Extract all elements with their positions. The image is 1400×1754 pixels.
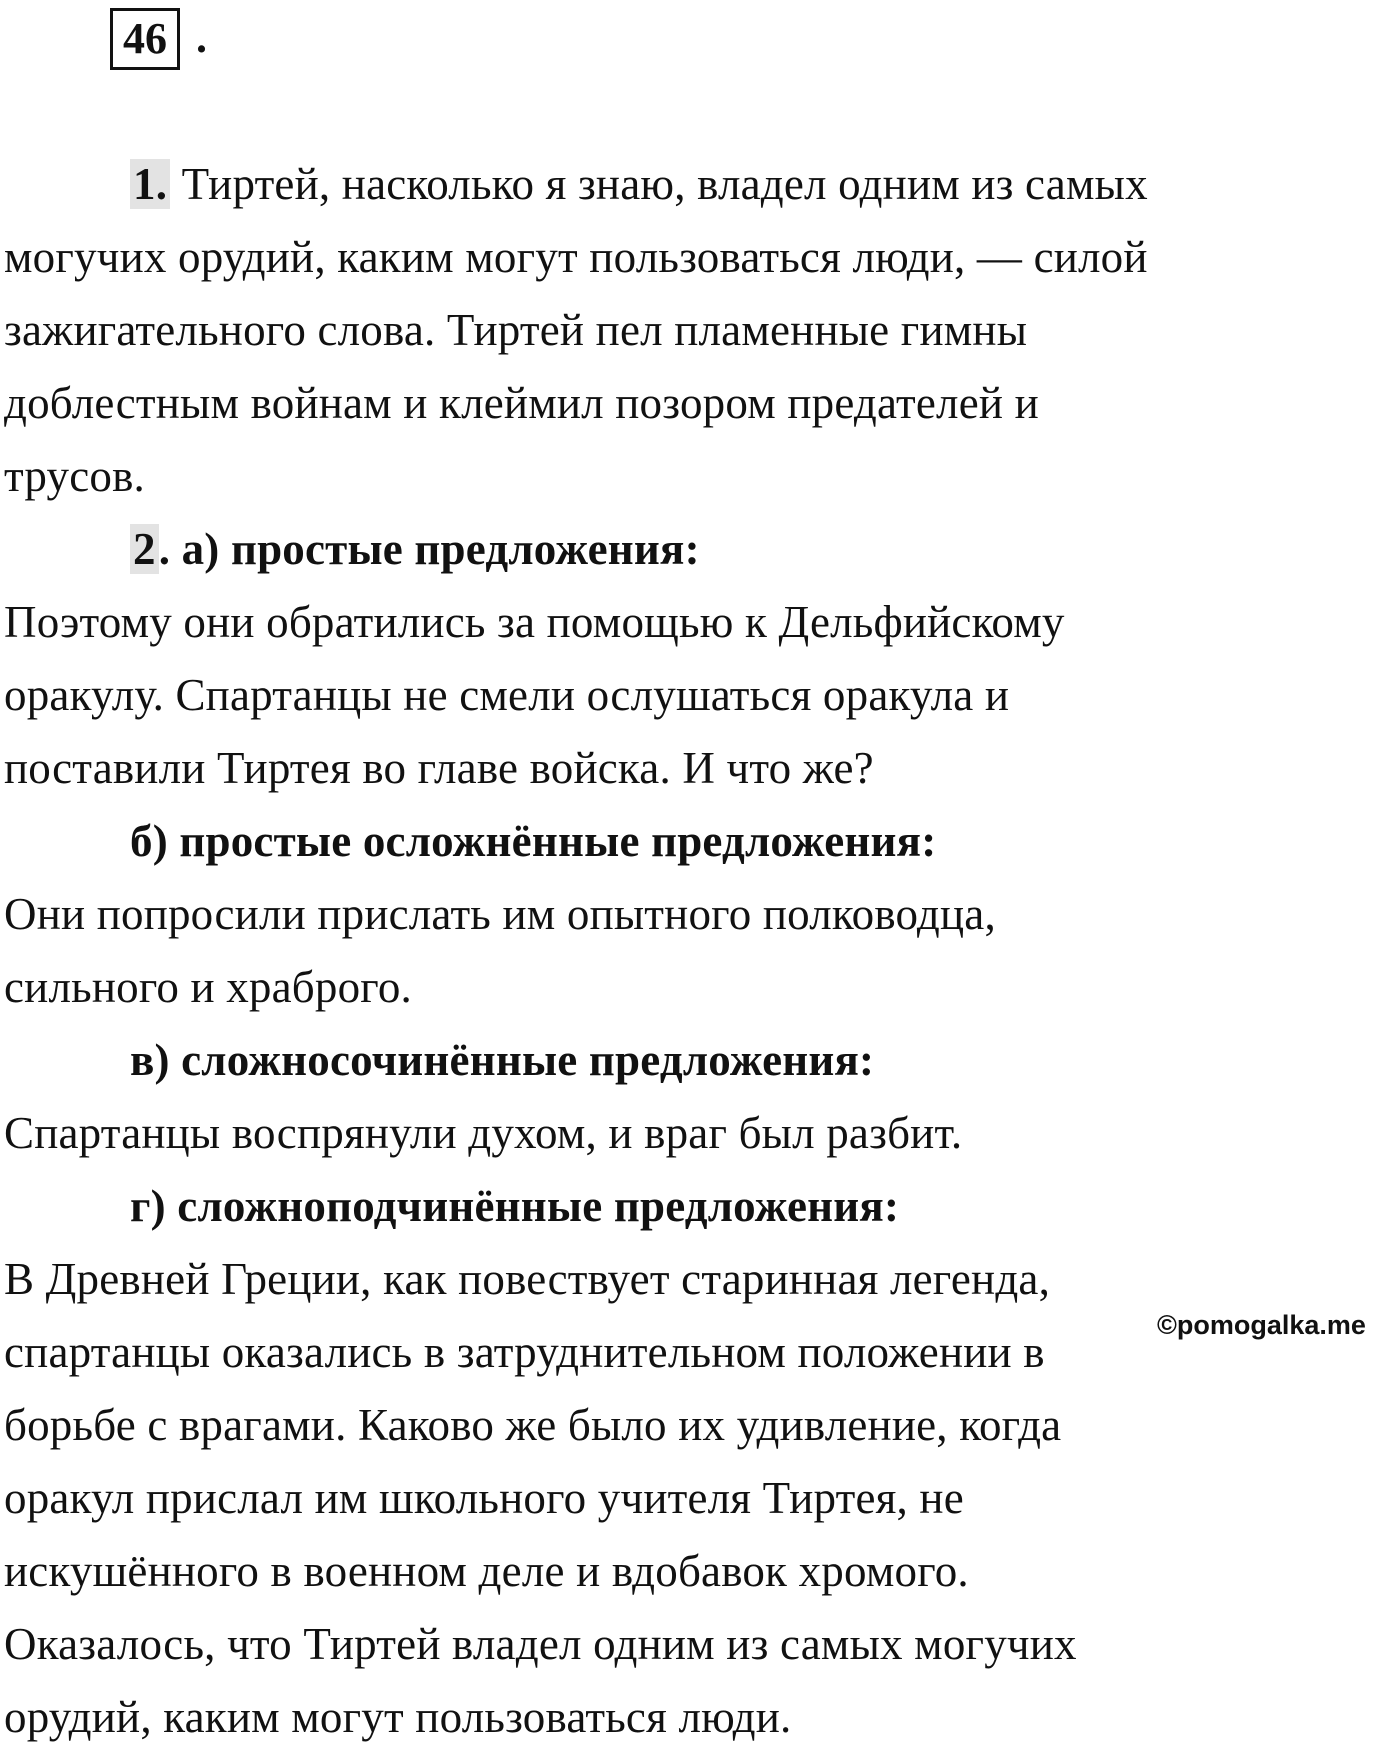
section-2g-line-5: искушённого в военном деле и вдобавок хромого. <box>4 1546 969 1596</box>
section-2g-line-3: борьбе с врагами. Каково же было их удивление, когда <box>4 1400 1062 1450</box>
section-1-line-4: доблестным войнам и клеймил позором предателей и <box>4 378 1039 428</box>
section-2-heading-b: б) простые осложнённые предложения: <box>130 816 937 866</box>
answer-text <box>4 148 1396 1754</box>
section-2g-line-1: В Древней Греции, как повествует старинная легенда, <box>4 1254 1051 1304</box>
section-2g-line-4: оракул прислал им школьного учителя Тиртея, не <box>4 1473 964 1523</box>
section-2b-line-2: сильного и храброго. <box>4 962 412 1012</box>
section-2g-line-7: орудий, каким могут пользоваться люди. <box>4 1692 792 1742</box>
exercise-number: 46 <box>123 14 167 63</box>
section-2-number: 2 <box>130 524 159 574</box>
section-2b-line-1: Они попросили прислать им опытного полководца, <box>4 889 996 939</box>
watermark: ©pomogalka.me <box>1157 1310 1366 1340</box>
section-2-heading-a: 2. а) простые предложения: <box>4 513 1396 586</box>
section-1-line-5: трусов. <box>4 451 145 501</box>
section-2g-line-6: Оказалось, что Тиртей владел одним из самых могучих <box>4 1619 1077 1669</box>
exercise-number-box <box>110 8 180 70</box>
section-1-line-1: 1. Тиртей, насколько я знаю, владел одним из самых <box>4 148 1396 221</box>
exercise-number-dot: . <box>196 13 207 62</box>
section-1-number: 1. <box>130 159 170 209</box>
section-2g-line-2: спартанцы оказались в затруднительном положении в <box>4 1327 1045 1377</box>
section-2-heading-g: г) сложноподчинённые предложения: <box>130 1181 900 1231</box>
section-2a-line-3: поставили Тиртея во главе войска. И что же? <box>4 743 874 793</box>
section-1-line-2: могучих орудий, каким могут пользоваться люди, — силой <box>4 232 1148 282</box>
section-2-heading-v: в) сложносочинённые предложения: <box>130 1035 875 1085</box>
section-2v-line-1: Спартанцы воспрянули духом, и враг был разбит. <box>4 1108 963 1158</box>
section-2a-line-1: Поэтому они обратились за помощью к Дельфийскому <box>4 597 1065 647</box>
section-2a-line-2: оракулу. Спартанцы не смели ослушаться оракула и <box>4 670 1010 720</box>
section-1-line-3: зажигательного слова. Тиртей пел пламенные гимны <box>4 305 1028 355</box>
